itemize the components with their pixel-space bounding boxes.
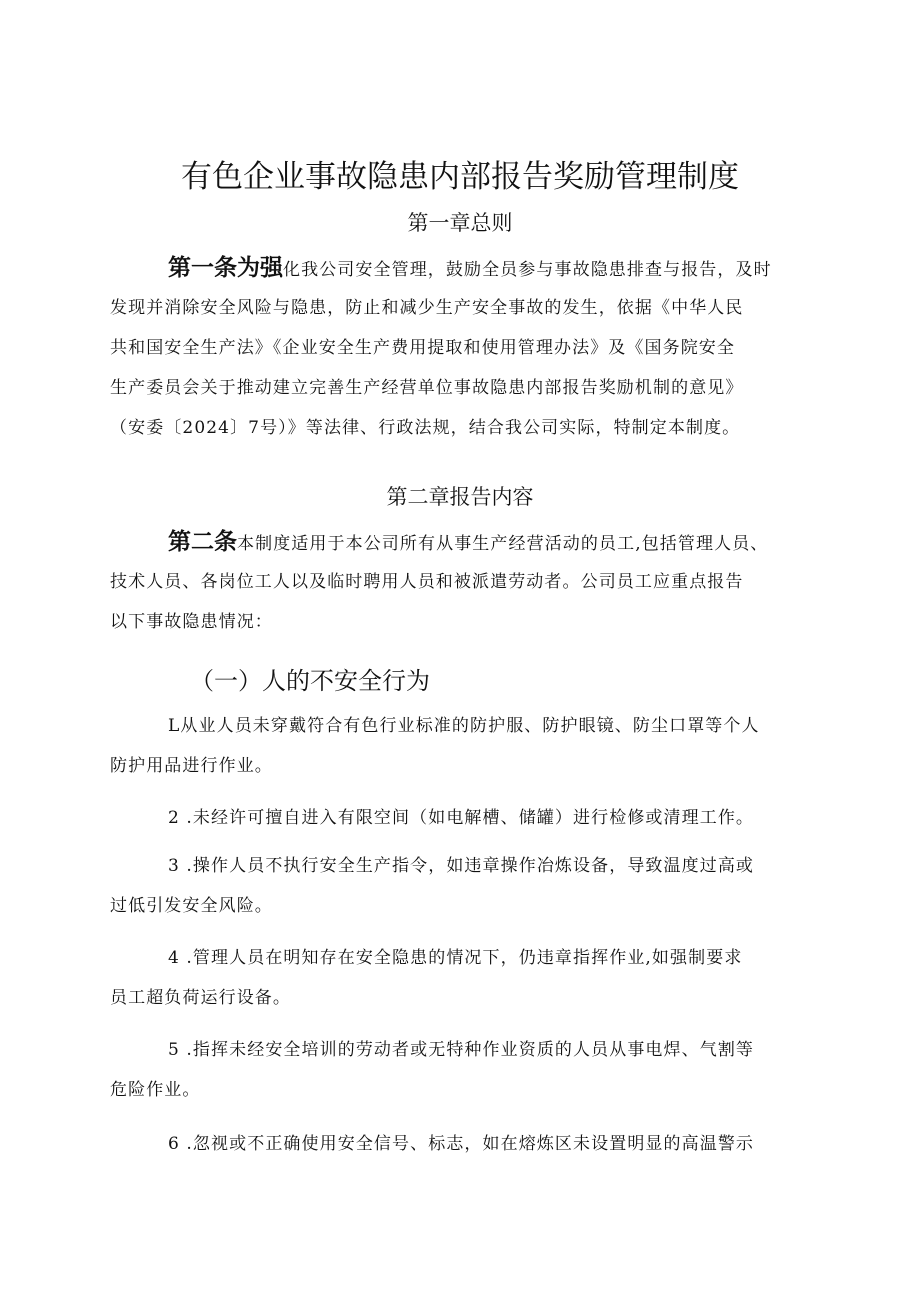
list-item bbox=[110, 846, 826, 926]
article-2-line-3: 以下事故隐患情况： bbox=[110, 612, 273, 632]
article-2-line-2: 技术人员、各岗位工人以及临时聘用人员和被派遣劳动者。公司员工应重点报告 bbox=[110, 572, 744, 592]
list-item-3-line-1: 3 .操作人员不执行安全生产指令，如违章操作冶炼设备，导致温度过高或 bbox=[168, 856, 755, 876]
list-item-1-line-2: 防护用品进行作业。 bbox=[110, 756, 273, 776]
article-1-line-2: 发现并消除安全风险与隐患，防止和减少生产安全事故的发生，依据《中华人民 bbox=[110, 298, 744, 318]
list-item-5-line-2: 危险作业。 bbox=[110, 1080, 201, 1100]
list-item bbox=[110, 1124, 826, 1164]
article-2-line-1-text: 本制度适用于本公司所有从事生产经营活动的员工,包括管理人员、 bbox=[237, 534, 769, 554]
article-2 bbox=[110, 522, 826, 642]
chapter-1-heading: 第一章总则 bbox=[407, 211, 513, 235]
article-1-line-1-text: 化我公司安全管理，鼓励全员参与事故隐患排查与报告，及时 bbox=[283, 260, 772, 280]
article-1 bbox=[110, 248, 826, 448]
section-1-heading: （一）人的不安全行为 bbox=[190, 667, 430, 695]
list-item bbox=[110, 798, 826, 838]
list-item-4-line-1: 4 .管理人员在明知存在安全隐患的情况下，仍违章指挥作业,如强制要求 bbox=[168, 948, 743, 968]
list-item bbox=[110, 1030, 826, 1110]
article-1-line-1 bbox=[110, 248, 826, 288]
list-item-5-line-1: 5 .指挥未经安全培训的劳动者或无特种作业资质的人员从事电焊、气割等 bbox=[168, 1040, 755, 1060]
document-title: 有色企业事故隐患内部报告奖励管理制度 bbox=[181, 159, 739, 195]
article-2-line-1 bbox=[110, 522, 826, 562]
list-item-3-line-2: 过低引发安全风险。 bbox=[110, 896, 273, 916]
list-item-4-line-2: 员工超负荷运行设备。 bbox=[110, 988, 291, 1008]
list-item-6-line-1: 6 .忽视或不正确使用安全信号、标志，如在熔炼区未设置明显的高温警示 bbox=[168, 1134, 755, 1154]
list-item-2-line-1: 2 .未经许可擅自进入有限空间（如电解槽、储罐）进行检修或清理工作。 bbox=[168, 808, 755, 828]
chapter-2-heading: 第二章报告内容 bbox=[386, 485, 534, 509]
article-1-lead: 第一条为强 bbox=[168, 255, 283, 281]
list-item bbox=[110, 938, 826, 1018]
list-item bbox=[110, 706, 826, 786]
article-2-lead: 第二条 bbox=[168, 529, 237, 555]
article-1-line-3: 共和国安全生产法》《企业安全生产费用提取和使用管理办法》及《国务院安全 bbox=[110, 338, 735, 358]
article-1-line-5: （安委〔2024〕7号）》等法律、行政法规，结合我公司实际，特制定本制度。 bbox=[110, 418, 741, 438]
article-1-line-4: 生产委员会关于推动建立完善生产经营单位事故隐患内部报告奖励机制的意见》 bbox=[110, 378, 744, 398]
list-item-1-line-1: L从业人员未穿戴符合有色行业标准的防护服、防护眼镜、防尘口罩等个人 bbox=[168, 716, 760, 736]
